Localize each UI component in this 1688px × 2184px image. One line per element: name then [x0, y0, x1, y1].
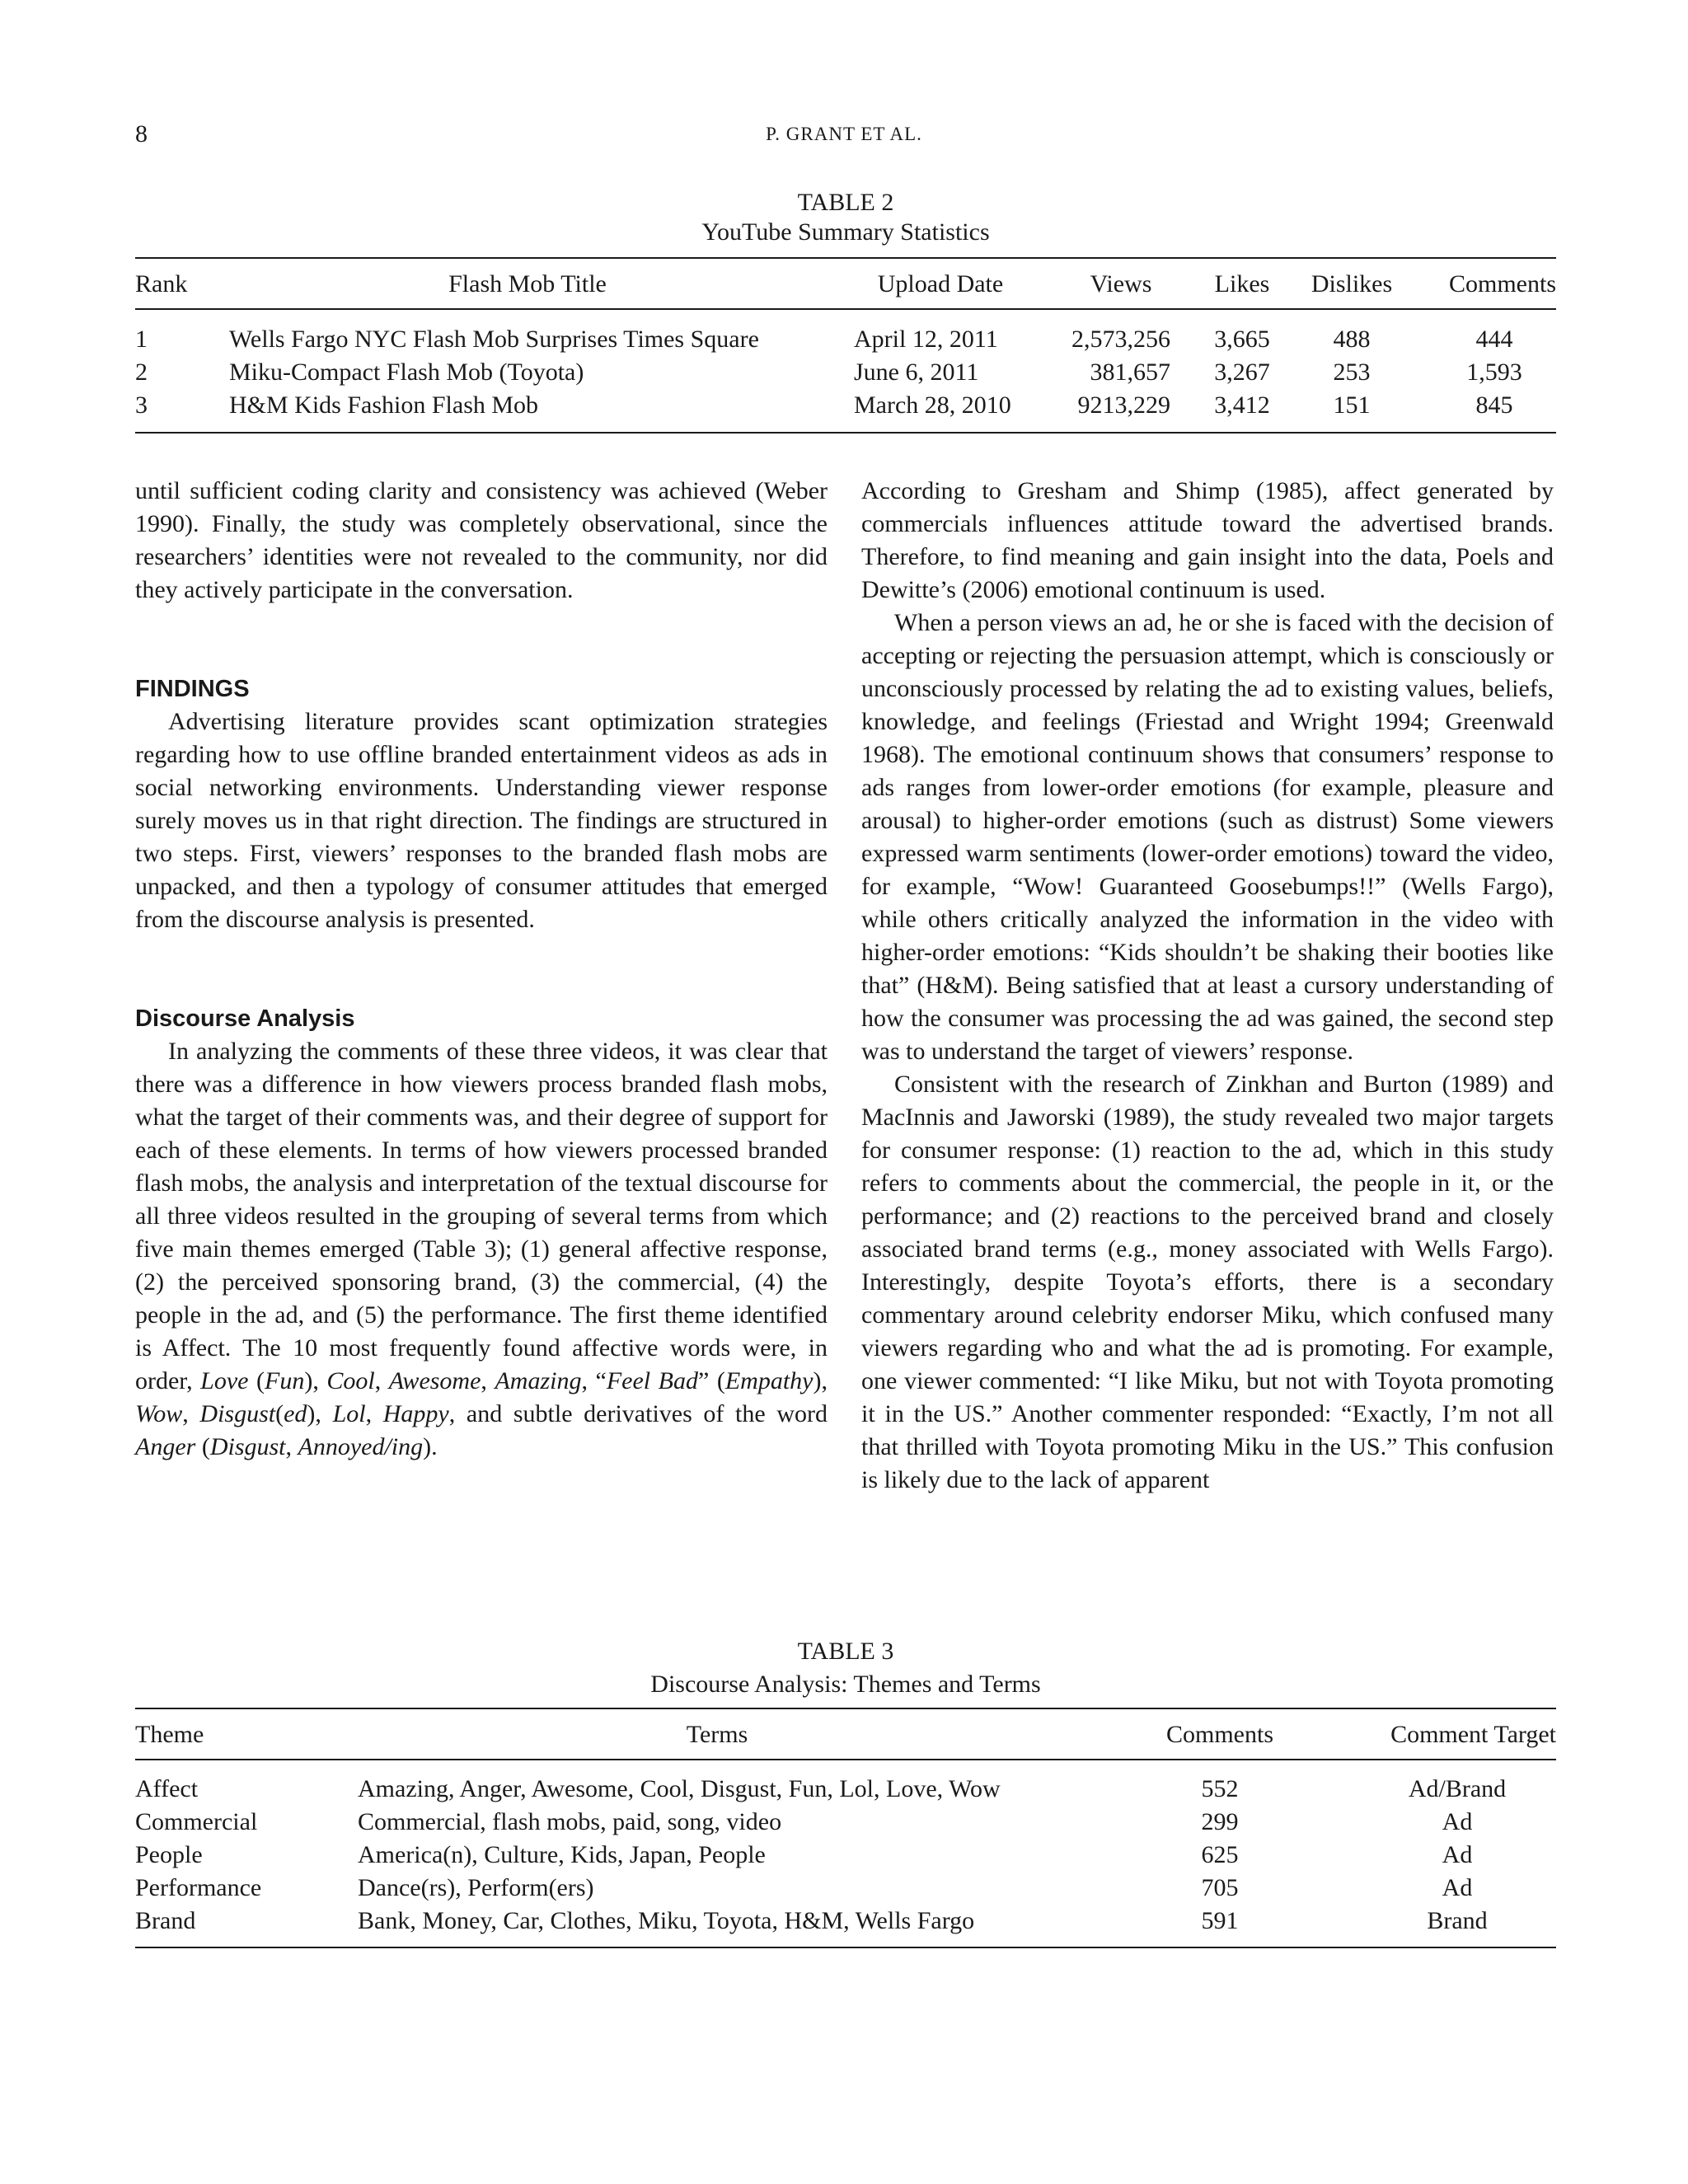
target-cell: Ad — [1442, 1874, 1473, 1901]
discourse-analysis-heading: Discourse Analysis — [135, 1005, 355, 1032]
right-paragraph-1: According to Gresham and Shimp (1985), affect generated by commercials influences attitude toward the advertised brands. Therefore, to find meaning and gain insight into the data, Poels and Dewitte’s (2006) emotional continuum is used. — [861, 477, 1554, 603]
theme-cell: Commercial — [135, 1808, 258, 1835]
rank-cell: 2 — [135, 359, 148, 386]
term-amazing: Amazing — [495, 1367, 582, 1394]
date-cell: April 12, 2011 — [854, 326, 998, 353]
table-2-label: TABLE 2 — [797, 189, 894, 216]
right-paragraph-3: Consistent with the research of Zinkhan and Burton (1989) and MacInnis and Jaworski (1989), the study revealed two major targets for consumer response: (1) reaction to the ad, which in this study refers to comments about the commercial, the people in it, or the performance; and (2) reactions to the perceived brand and closely associated brand terms (e.g., money associated with Wells Fargo). Interestingly, despite Toyota’s efforts, there is a secondary commentary around celebrity endorser Miku, which confused many viewers regarding who and what the ad is promoting. For example, one viewer commented: “I like Miku, but not with Toyota promoting it in the US.” Another commenter responded: “Exactly, I’m not all that thrilled with Toyota promoting Miku in the US.” This confusion is likely due to the lack of apparent — [861, 1071, 1554, 1493]
views-cell: 381,657 — [1090, 359, 1170, 386]
discourse-paragraph: In analyzing the comments of these three videos, it was clear that there was a difference in how viewers process branded flash mobs, what the target of their comments was, and their degree of support for each of these elements. In terms of how viewers processed branded flash mobs, the analysis and interpretation of the textual discourse for all three videos resulted in the grouping of several terms from which five main themes emerged (Table 3); (1) general affective response, (2) the perceived sponsoring brand, (3) the commercial, (4) the people in the ad, and (5) the performance. The first theme identified is Affect. The 10 most frequently found affective words were, in order, Love (Fun), Cool, Awesome, Amazing, “Feel Bad” (Empathy), Wow, Disgust(ed), Lol, Happy, and subtle derivatives of the word Anger (Disgust, Annoyed/ing). — [135, 1038, 828, 1460]
comments-cell: 705 — [1201, 1874, 1239, 1901]
rank-cell: 1 — [135, 326, 148, 353]
views-cell: 2,573,256 — [1071, 326, 1170, 353]
dislikes-cell: 488 — [1333, 326, 1371, 353]
title-cell: Wells Fargo NYC Flash Mob Surprises Times Square — [229, 326, 759, 353]
column-header: Theme — [135, 1721, 204, 1748]
column-header: Dislikes — [1311, 270, 1393, 298]
title-cell: Miku-Compact Flash Mob (Toyota) — [229, 359, 584, 386]
term-feel-bad: Feel Bad — [606, 1367, 698, 1394]
table-3-top-rule — [135, 1708, 1556, 1709]
page-number: 8 — [135, 120, 148, 148]
column-header: Comments — [1448, 270, 1556, 298]
terms-cell: Amazing, Anger, Awesome, Cool, Disgust, Fun, Lol, Love, Wow — [358, 1775, 1001, 1802]
column-header: Comments — [1165, 1721, 1273, 1748]
left-column — [135, 475, 828, 1464]
term-anger: Anger — [135, 1433, 196, 1460]
column-header: Views — [1090, 270, 1152, 298]
dislikes-cell: 151 — [1333, 391, 1371, 419]
terms-cell: America(n), Culture, Kids, Japan, People — [358, 1841, 766, 1868]
term-disgust: Disgust — [199, 1400, 276, 1427]
date-cell: June 6, 2011 — [854, 359, 979, 386]
table-2-bottom-rule — [135, 432, 1556, 434]
comments-cell: 299 — [1201, 1808, 1239, 1835]
findings-heading: FINDINGS — [135, 676, 250, 702]
comments-cell: 1,593 — [1466, 359, 1522, 386]
running-head: P. GRANT ET AL. — [766, 124, 922, 144]
views-cell: 9213,229 — [1077, 391, 1170, 419]
theme-cell: Affect — [135, 1775, 199, 1802]
terms-cell: Commercial, flash mobs, paid, song, video — [358, 1808, 782, 1835]
right-column — [861, 475, 1554, 1497]
dislikes-cell: 253 — [1333, 359, 1371, 386]
comments-cell: 444 — [1475, 326, 1513, 353]
target-cell: Ad — [1442, 1841, 1473, 1868]
term-awesome: Awesome — [388, 1367, 481, 1394]
likes-cell: 3,665 — [1214, 326, 1270, 353]
column-header: Flash Mob Title — [448, 270, 607, 298]
target-cell: Brand — [1427, 1907, 1488, 1934]
target-cell: Ad — [1442, 1808, 1473, 1835]
term-love: Love — [200, 1367, 249, 1394]
date-cell: March 28, 2010 — [854, 391, 1011, 419]
column-header: Terms — [686, 1721, 748, 1748]
table-2-title: YouTube Summary Statistics — [701, 218, 990, 246]
likes-cell: 3,267 — [1214, 359, 1270, 386]
target-cell: Ad/Brand — [1408, 1775, 1507, 1802]
rank-cell: 3 — [135, 391, 148, 419]
findings-paragraph: Advertising literature provides scant optimization strategies regarding how to use offline branded entertainment videos as ads in social networking environments. Understanding viewer response surely moves us in that right direction. The findings are structured in two steps. First, viewers’ responses to the branded flash mobs are unpacked, and then a typology of consumer attitudes that emerged from the discourse analysis is presented. — [135, 708, 828, 933]
theme-cell: Performance — [135, 1874, 262, 1901]
comments-cell: 552 — [1201, 1775, 1239, 1802]
table-2-top-rule — [135, 257, 1556, 259]
term-happy: Happy — [382, 1400, 449, 1427]
term-annoyed: Annoyed/ing — [298, 1433, 424, 1460]
column-header: Comment Target — [1390, 1721, 1556, 1748]
term-cool: Cool — [326, 1367, 375, 1394]
comments-cell: 591 — [1201, 1907, 1239, 1934]
table-3-header-rule — [135, 1759, 1556, 1760]
table-3-label: TABLE 3 — [797, 1638, 894, 1665]
table-2-header-rule — [135, 308, 1556, 310]
table-3-title: Discourse Analysis: Themes and Terms — [650, 1671, 1041, 1698]
column-header: Rank — [135, 270, 188, 298]
theme-cell: Brand — [135, 1907, 196, 1934]
title-cell: H&M Kids Fashion Flash Mob — [229, 391, 539, 419]
right-paragraph-2: When a person views an ad, he or she is faced with the decision of accepting or rejecting the persuasion attempt, which is consciously or unconsciously processed by relating the ad to existing values, beliefs, knowledge, and feelings (Friestad and Wright 1994; Greenwald 1968). The emotional continuum shows that consumers’ response to ads ranges from lower-order emotions (for example, pleasure and arousal) to higher-order emotions (such as distrust) Some viewers expressed warm sentiments (lower-order emotions) toward the video, for example, “Wow! Guaranteed Goosebumps!!” (Wells Fargo), while others critically analyzed the information in the video with higher-order emotions: “Kids shouldn’t be shaking their booties like that” (H&M). Being satisfied that at least a cursory understanding of how the consumer was processing the ad was gained, the second step was to understand the target of viewers’ response. — [861, 609, 1554, 1065]
comments-cell: 845 — [1475, 391, 1513, 419]
column-header: Likes — [1214, 270, 1270, 298]
terms-cell: Dance(rs), Perform(ers) — [358, 1874, 594, 1901]
likes-cell: 3,412 — [1214, 391, 1270, 419]
table-3-bottom-rule — [135, 1947, 1556, 1948]
term-empathy: Empathy — [724, 1367, 814, 1394]
terms-cell: Bank, Money, Car, Clothes, Miku, Toyota, H&M, Wells Fargo — [358, 1907, 975, 1934]
column-header: Upload Date — [877, 270, 1004, 298]
comments-cell: 625 — [1201, 1841, 1239, 1868]
term-wow: Wow — [135, 1400, 183, 1427]
left-paragraph-1: until sufficient coding clarity and consistency was achieved (Weber 1990). Finally, the study was completely observational, since the researchers’ identities were not revealed to the community, nor did they actively participate in the conversation. — [135, 477, 828, 603]
term-fun: Fun — [265, 1367, 305, 1394]
theme-cell: People — [135, 1841, 203, 1868]
term-lol: Lol — [332, 1400, 366, 1427]
term-disgust-2: Disgust — [209, 1433, 286, 1460]
